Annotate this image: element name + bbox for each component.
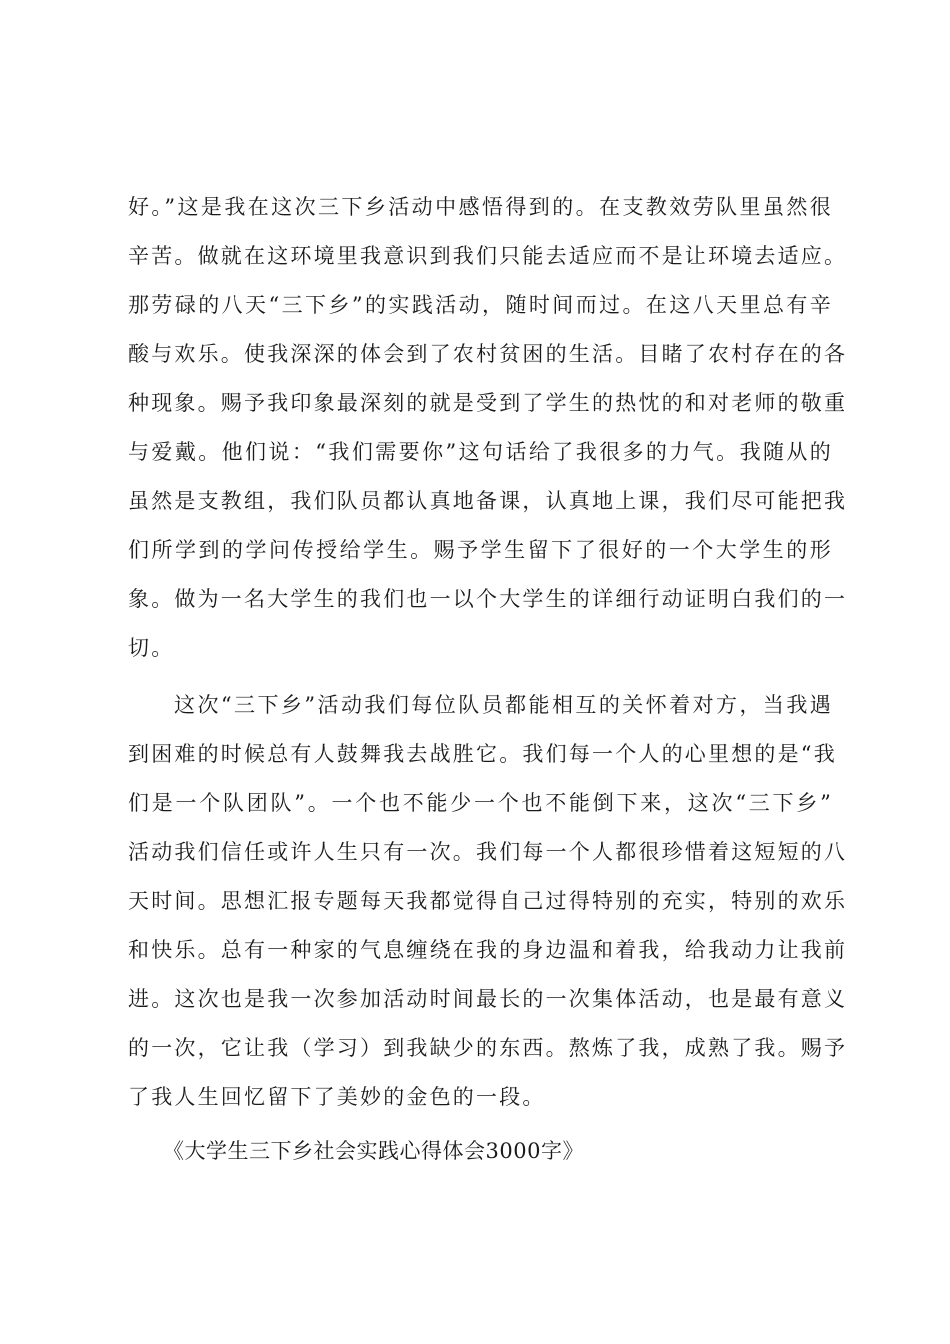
paragraph-line: 切。	[128, 636, 175, 660]
paragraph-line: 与爱戴。他们说：“我们需要你”这句话给了我很多的力气。我随从的	[128, 440, 833, 464]
paragraph-line: 象。做为一名大学生的我们也一以个大学生的详细行动证明白我们的一	[128, 587, 848, 611]
paragraph-line: 和快乐。总有一种家的气息缠绕在我的身边温和着我，给我动力让我前	[128, 938, 848, 962]
paragraph-line: 酸与欢乐。使我深深的体会到了农村贫困的生活。目睹了农村存在的各	[128, 342, 848, 366]
paragraph-line: 活动我们信任或许人生只有一次。我们每一个人都很珍惜着这短短的八	[128, 840, 848, 864]
document-caption: 《大学生三下乡社会实践心得体会3000字》	[163, 1139, 584, 1163]
paragraph-line: 到困难的时候总有人鼓舞我去战胜它。我们每一个人的心里想的是“我	[128, 742, 837, 766]
paragraph-line: 们是一个队团队”。一个也不能少一个也不能倒下来，这次“三下乡”	[128, 791, 833, 815]
paragraph-line: 了我人生回忆留下了美妙的金色的一段。	[128, 1085, 546, 1109]
paragraph-line: 这次“三下乡”活动我们每位队员都能相互的关怀着对方，当我遇	[174, 693, 833, 717]
paragraph-line: 进。这次也是我一次参加活动时间最长的一次集体活动，也是最有意义	[128, 987, 848, 1011]
paragraph-line: 种现象。赐予我印象最深刻的就是受到了学生的热忱的和对老师的敬重	[128, 391, 848, 415]
paragraph-line: 那劳碌的八天“三下乡”的实践活动，随时间而过。在这八天里总有辛	[128, 293, 833, 317]
paragraph-line: 好。”这是我在这次三下乡活动中感悟得到的。在支教效劳队里虽然很	[128, 195, 833, 219]
paragraph-line: 们所学到的学问传授给学生。赐予学生留下了很好的一个大学生的形	[128, 538, 833, 562]
paragraph-line: 天时间。思想汇报专题每天我都觉得自己过得特别的充实，特别的欢乐	[128, 889, 848, 913]
paragraph-2	[128, 681, 848, 1122]
paragraph-line: 的一次，它让我（学习）到我缺少的东西。熬炼了我，成熟了我。赐予	[128, 1036, 848, 1060]
paragraph-line: 辛苦。做就在这环境里我意识到我们只能去适应而不是让环境去适应。	[128, 244, 848, 268]
paragraph-line: 虽然是支教组，我们队员都认真地备课，认真地上课，我们尽可能把我	[128, 489, 848, 513]
paragraph-1	[128, 183, 848, 673]
